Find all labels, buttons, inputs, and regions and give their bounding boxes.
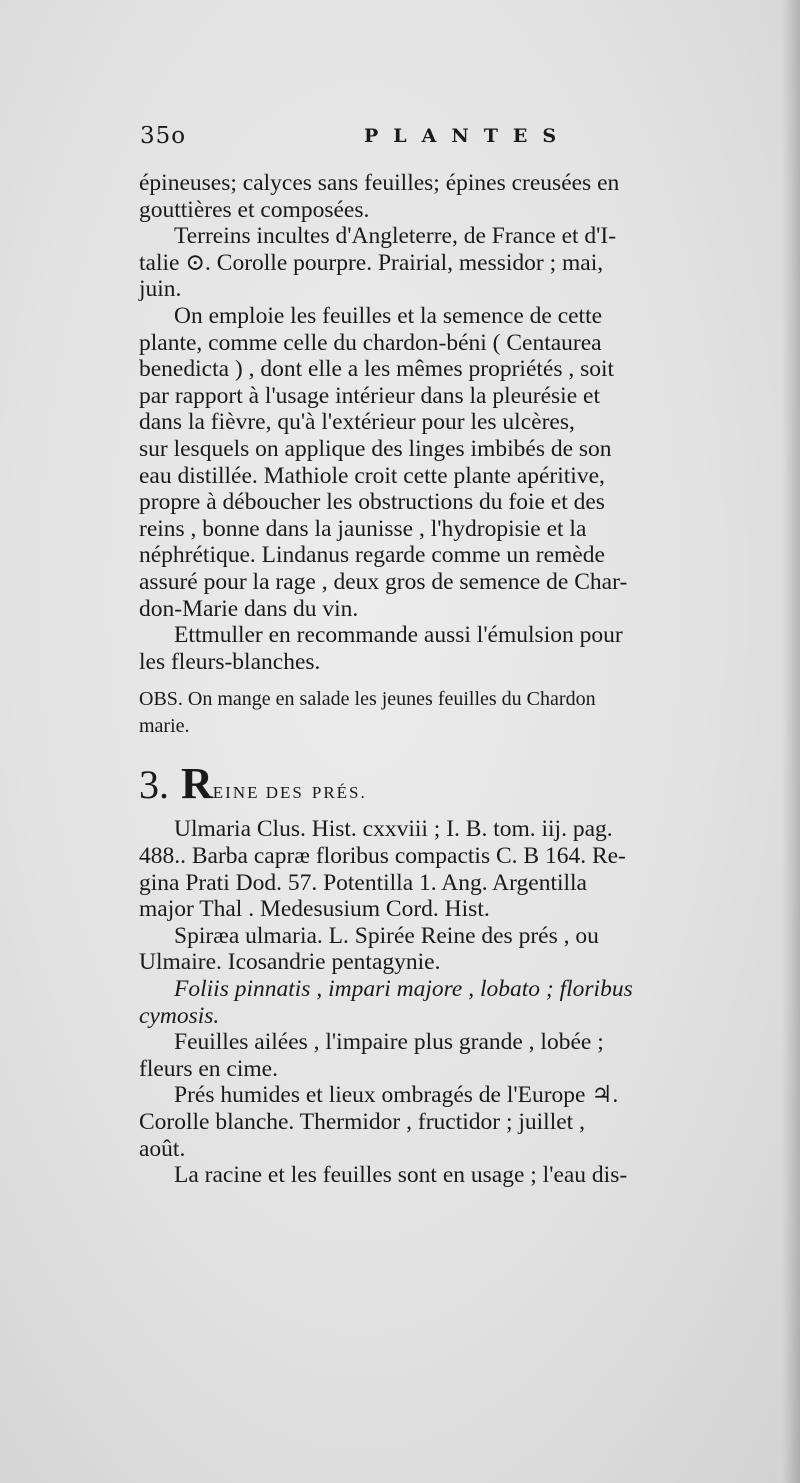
text-line: major Thal . Medesusium Cord. Hist. xyxy=(139,896,490,923)
text-line: juin. xyxy=(139,276,182,303)
text-line: par rapport à l'usage intérieur dans la pleurésie et xyxy=(139,382,600,409)
text-line: Prés humides et lieux ombragés de l'Europe ♃. xyxy=(174,1082,619,1109)
text-line: reins , bonne dans la jaunisse , l'hydropisie et la xyxy=(139,515,587,542)
text-line: Feuilles ailées , l'impaire plus grande , lobée ; xyxy=(174,1029,604,1056)
text-line: talie ⊙. Corolle pourpre. Prairial, messidor ; mai, xyxy=(139,249,604,276)
section-title-rest: EINE DES xyxy=(212,783,304,803)
text-line: La racine et les feuilles sont en usage ; l'eau dis- xyxy=(174,1162,628,1189)
latin-diagnosis-line: cymosis. xyxy=(139,1002,220,1029)
text-line: fleurs en cime. xyxy=(139,1055,278,1082)
text-line: Ulmaire. Icosandrie pentagynie. xyxy=(139,949,441,976)
latin-diagnosis-line: Foliis pinnatis , impari majore , lobato ; floribus xyxy=(174,976,633,1003)
page-number: 35o xyxy=(140,123,187,149)
text-line: Spiræa ulmaria. L. Spirée Reine des prés , ou xyxy=(174,922,599,949)
spacer xyxy=(139,675,794,686)
spacer xyxy=(139,739,794,763)
text-line: don-Marie dans du vin. xyxy=(139,595,359,622)
observation-line: marie. xyxy=(139,714,190,737)
text-line: Ettmuller en recommande aussi l'émulsion pour xyxy=(174,622,623,649)
text-line: dans la fièvre, qu'à l'extérieur pour les ulcères, xyxy=(139,409,575,436)
text-line: 488.. Barba capræ floribus compactis C. B 164. Re- xyxy=(139,843,626,870)
text-line: sur lesquels on applique des linges imbibés de son xyxy=(139,435,612,462)
text-line: eau distillée. Mathiole croit cette plante apéritive, xyxy=(139,462,605,489)
observation-line: OBS. On mange en salade les jeunes feuilles du Chardon xyxy=(139,688,596,711)
section-initial: R xyxy=(181,759,213,809)
text-line: Terreins incultes d'Angleterre, de France et d'I- xyxy=(174,223,617,250)
text-line: gouttières et composées. xyxy=(139,196,370,223)
text-line: assuré pour la rage , deux gros de semence de Char- xyxy=(139,568,628,595)
text-line: les fleurs-blanches. xyxy=(139,648,321,675)
text-line: On emploie les feuilles et la semence de cette xyxy=(174,302,603,329)
text-line: benedicta ) , dont elle a les mêmes propriétés , soit xyxy=(139,356,615,383)
text-line: propre à déboucher les obstructions du foie et des xyxy=(139,489,605,516)
section-heading xyxy=(139,759,794,809)
running-header xyxy=(140,123,780,159)
body-text xyxy=(139,170,794,1189)
text-line: gina Prati Dod. 57. Potentilla 1. Ang. Argentilla xyxy=(139,869,587,896)
text-line: néphrétique. Lindanus regarde comme un remède xyxy=(139,542,605,569)
section-title-rest2: PRÉS. xyxy=(311,783,367,803)
section-number: 3. xyxy=(139,762,169,808)
text-line: plante, comme celle du chardon-béni ( Centaurea xyxy=(139,329,602,356)
running-title: PLANTES xyxy=(364,125,572,147)
text-line: Ulmaria Clus. Hist. cxxviii ; I. B. tom. iij. pag. xyxy=(174,816,613,843)
text-line: août. xyxy=(139,1135,186,1162)
text-line: Corolle blanche. Thermidor , fructidor ; juillet , xyxy=(139,1109,585,1135)
text-line: épineuses; calyces sans feuilles; épines creusées en xyxy=(139,170,620,196)
